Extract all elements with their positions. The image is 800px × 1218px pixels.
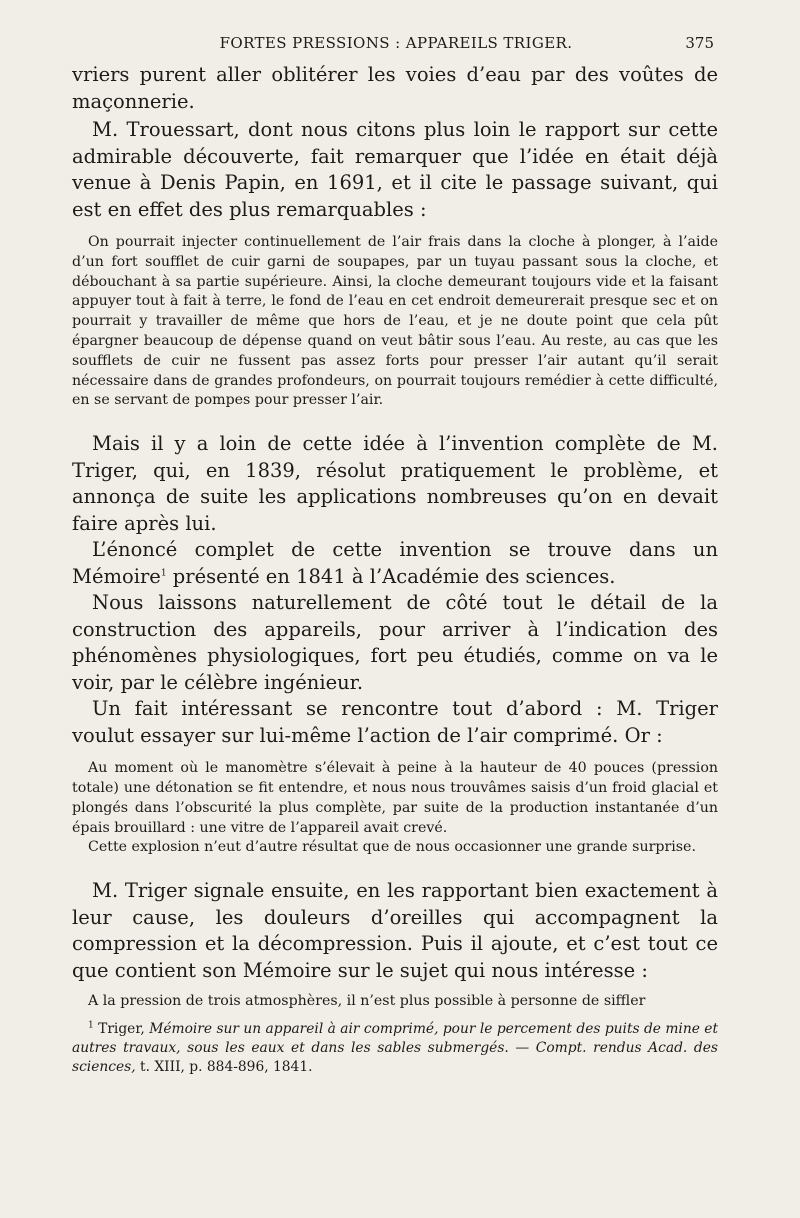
paragraph-triger-invention: Mais il y a loin de cette idée à l’invention complète de M. Triger, qui, en 1839, résolut pratiquement le problème, et annonça de suite les applications nombreuses qu’on en devait faire après lui. xyxy=(72,432,718,535)
quote-trois-atmospheres: A la pression de trois atmosphères, il n’est plus possible à personne de siffler xyxy=(88,993,646,1010)
footnote-author: Triger, xyxy=(98,1020,145,1037)
footnote-marker: 1 xyxy=(88,1020,94,1031)
paragraph-continuation: vriers purent aller oblitérer les voies d’eau par des voûtes de maçonnerie. xyxy=(72,63,718,113)
page-body xyxy=(72,62,718,1077)
paragraph-construction: Nous laissons naturellement de côté tout le détail de la construction des appareils, pour arriver à l’indication des phénomènes physiologiques, fort peu étudiés, comme on va le voir, par le célèbre ingénieur. xyxy=(72,591,718,694)
running-title: FORTES PRESSIONS : APPAREILS TRIGER. xyxy=(219,34,573,52)
paragraph-trouessart: M. Trouessart, dont nous citons plus loin le rapport sur cette admirable découverte, fait remarquer que l’idée en était déjà venue à Denis Papin, en 1691, et il cite le passage suivant, qui est en effet des plus remarquables : xyxy=(72,118,718,221)
page-header xyxy=(72,30,720,56)
quote-papin: On pourrait injecter continuellement de l’air frais dans la cloche à plonger, à l’aide d’un fort soufflet de cuir garni de soupapes, par un tuyau passant sous la cloche, et débouchant à sa partie supérieure. Ainsi, la cloche demeurant toujours vide et la faisant appuyer tout à fait à terre, le fond de l’eau en cet endroit demeurerait presque sec et on pourrait y travailler de même que hors de l’eau, et je ne doute point que cela pût épargner beaucoup de dépense quand on veut bâtir sous l’eau. Au reste, au cas que les soufflets de cuir ne fussent pas assez forts pour presser l’air autant qu’il serait nécessaire dans de grandes profondeurs, on pourrait toujours remédier à cette difficulté, en se servant de pompes pour presser l’air. xyxy=(72,234,718,409)
footnote xyxy=(72,1020,718,1077)
paragraph-memoire xyxy=(72,537,718,590)
quote-explosion: Cette explosion n’eut d’autre résultat que de nous occasionner une grande surprise. xyxy=(88,839,696,856)
footnote-title: Mémoire sur un appareil à air comprimé, pour le percement des puits de mine et autres travaux, sous les eaux et dans les sables submergés. — Compt. rendus Acad. des sciences, xyxy=(72,1020,718,1075)
paragraph-douleurs: M. Triger signale ensuite, en les rapportant bien exactement à leur cause, les douleurs d’oreilles qui accompagnent la compression et la décompression. Puis il ajoute, et c’est tout ce que contient son Mémoire sur le sujet qui nous intéresse : xyxy=(72,879,718,982)
quote-manometre: Au moment où le manomètre s’élevait à peine à la hauteur de 40 pouces (pression totale) une détonation se fit entendre, et nous nous trouvâmes saisis d’un froid glacial et plongés dans l’obscurité la plus complète, par suite de la production instantanée d’un épais brouillard : une vitre de l’appareil avait crevé. xyxy=(72,760,718,836)
footnote-reference[interactable]: 1 xyxy=(160,568,167,579)
paragraph-fait-interessant: Un fait intéressant se rencontre tout d’abord : M. Triger voulut essayer sur lui-même l’action de l’air comprimé. Or : xyxy=(72,697,718,747)
page-number: 375 xyxy=(685,34,714,52)
memoire-text: L’énoncé complet de cette invention se trouve dans un Mémoire xyxy=(72,538,718,588)
footnote-reference-details: t. XIII, p. 884-896, 1841. xyxy=(140,1058,313,1075)
memoire-text-end: présenté en 1841 à l’Académie des sciences. xyxy=(172,564,616,588)
